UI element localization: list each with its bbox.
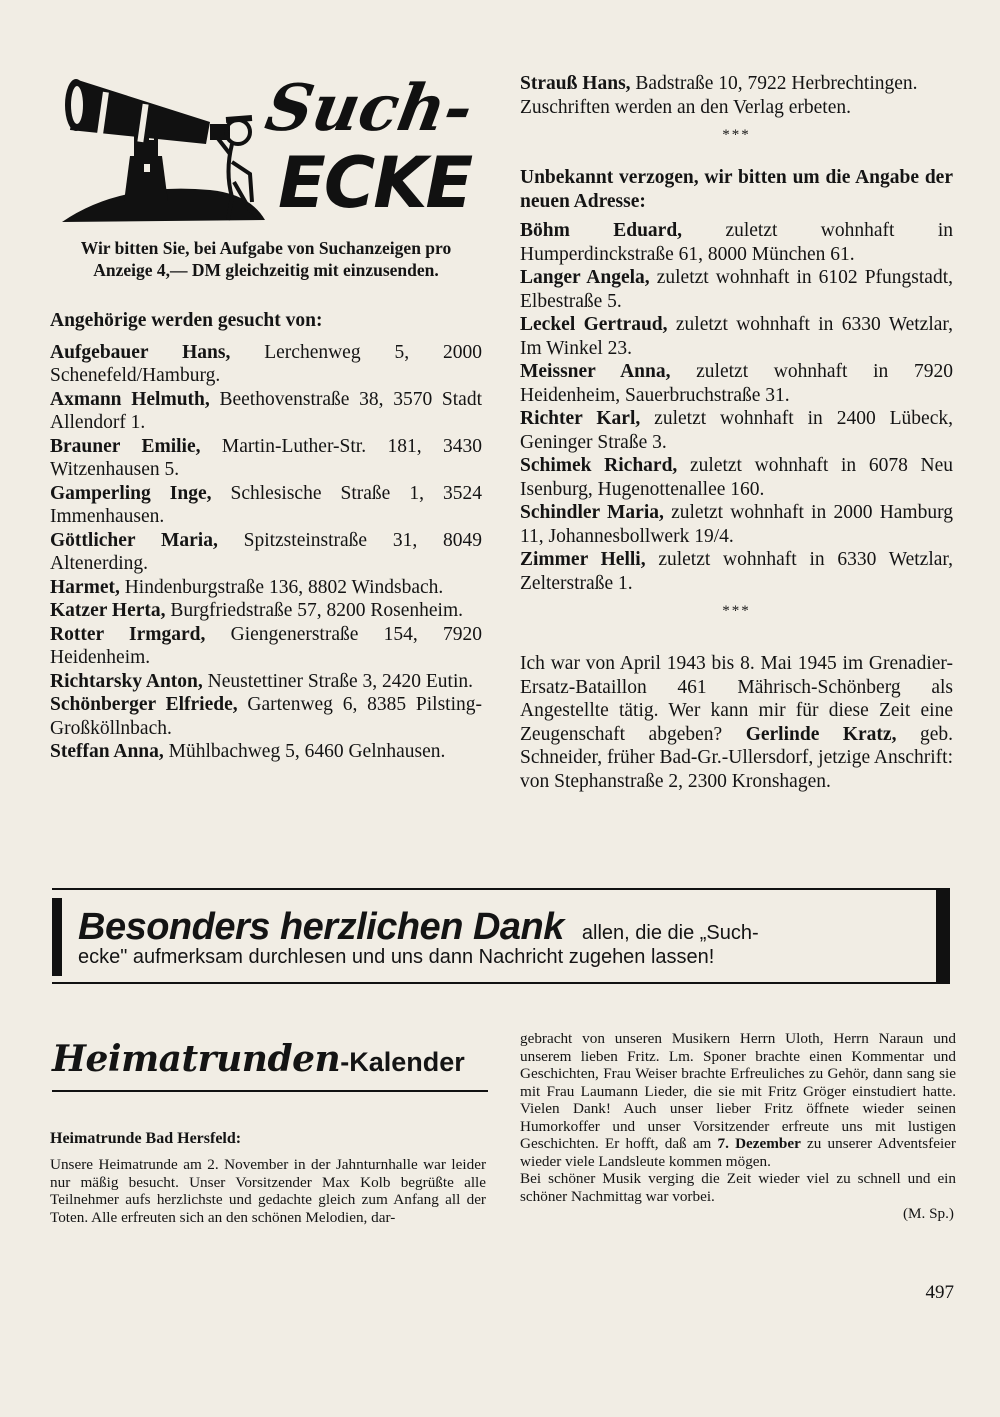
logo-script-title: Such- xyxy=(260,70,479,146)
banner-headline: Besonders herzlichen Dank xyxy=(78,906,564,948)
right-column xyxy=(520,72,953,793)
kratz-paragraph: Ich war von April 1943 bis 8. Mai 1945 im Grenadier-Ersatz-Bataillon 461 Mährisch-Schönberg als Angestellte tätig. Wer kann mir für diese Zeit eine Zeugenschaft abgeben? Gerlinde Kratz, geb. Schneider, früher Bad-Gr.-Ullersdorf, jetzige Anschrift: von Stephanstraße 2, 2300 Kronshagen. xyxy=(520,653,954,792)
kalender-subheading: Heimatrunde Bad Hersfeld: xyxy=(50,1130,242,1147)
moved-person-entry: Langer Angela, zuletzt wohnhaft in 6102 Pfungstadt, Elbestraße 5. xyxy=(520,267,954,312)
searched-person-entry: Göttlicher Maria, Spitzsteinstraße 31, 8049 Altenerding. xyxy=(50,529,482,574)
banner-line1: allen, die die „Such- xyxy=(581,922,759,944)
searched-person-entry: Aufgebauer Hans, Lerchenweg 5, 2000 Schenefeld/Hamburg. xyxy=(50,341,482,386)
moved-person-entry: Böhm Eduard, zuletzt wohnhaft in Humperdinckstraße 61, 8000 München 61. xyxy=(520,220,953,265)
searched-person-entry: Schönberger Elfriede, Gartenweg 6, 8385 Pilsting-Großköllnbach. xyxy=(50,694,482,739)
moved-person-entry: Richter Karl, zuletzt wohnhaft in 2400 Lübeck, Geninger Straße 3. xyxy=(520,408,953,453)
page-number: 497 xyxy=(925,1282,954,1303)
kalender-left-column xyxy=(50,1130,486,1226)
kalender-right-text-closing: Bei schöner Musik verging die Zeit wieder viel zu schnell und ein schöner Nachmittag war vorbei. xyxy=(520,1170,956,1205)
moved-person-entry: Zimmer Helli, zuletzt wohnhaft in 6330 Wetzlar, Zelterstraße 1. xyxy=(520,549,953,594)
moved-person-entry: Schindler Maria, zuletzt wohnhaft in 2000 Hamburg 11, Johannesbollwerk 19/4. xyxy=(520,502,953,547)
searched-person-entry: Steffan Anna, Mühlbachweg 5, 6460 Gelnhausen. xyxy=(50,741,446,762)
searched-person-entry: Rotter Irmgard, Giengenerstraße 154, 7920 Heidenheim. xyxy=(50,623,482,668)
logo-block-title: ECKE xyxy=(278,142,472,224)
banner-line2: ecke" aufmerksam durchlesen und uns dann Nachricht zugehen lassen! xyxy=(78,946,715,968)
such-ecke-logo xyxy=(60,62,490,232)
separator-stars: *** xyxy=(722,127,751,143)
telescope-illustration xyxy=(65,79,230,144)
moved-person-entry: Leckel Gertraud, zuletzt wohnhaft in 6330 Wetzlar, Im Winkel 23. xyxy=(520,314,953,359)
thanks-banner xyxy=(52,888,950,984)
intro-notice: Wir bitten Sie, bei Aufgabe von Suchanzeigen pro Anzeige 4,— DM gleichzeitig mit einzusenden. xyxy=(80,238,452,280)
kalender-right-column xyxy=(520,1030,956,1223)
searched-person-entry: Katzer Herta, Burgfriedstraße 57, 8200 Rosenheim. xyxy=(50,600,464,621)
kalender-signature: (M. Sp.) xyxy=(902,1205,954,1222)
right-heading: Unbekannt verzogen, wir bitten um die Angabe der neuen Adresse: xyxy=(520,167,953,212)
separator-stars: *** xyxy=(722,603,751,619)
searched-person-entry: Harmet, Hindenburgstraße 136, 8802 Windsbach. xyxy=(50,576,444,598)
left-column xyxy=(50,238,482,764)
right-top-entry: Strauß Hans, Badstraße 10, 7922 Herbrechtingen. xyxy=(520,73,918,94)
kalender-right-text: gebracht von unseren Musikern Herrn Uloth, Herrn Naraun und unserem lieben Fritz. Lm. Sponer brachte einen Kommentar und Geschichten, Frau Weiser brachte Erfreuliches zu Gehör, dann sang sie mit Frau Laumann Lieder, die sie mit Fritz Gröger einstudiert hatte. Vielen Dank! Auch unser lieber Fritz öffnete wieder seinen Humorkoffer und unser Vorsitzender erfreute uns mit lustigen Geschichten. Er hofft, daß am 7. Dezember zu unserer Adventsfeier wieder viele Landsleute kommen mögen. xyxy=(520,1030,956,1170)
searched-person-entry: Richtarsky Anton, Neustettiner Straße 3, 2420 Eutin. xyxy=(50,670,474,692)
searched-person-entry: Gamperling Inge, Schlesische Straße 1, 3524 Immenhausen. xyxy=(50,482,482,527)
right-entries-list xyxy=(520,219,953,595)
kalender-title: Heimatrunden-Kalender xyxy=(52,1038,488,1092)
searched-person-entry: Axmann Helmuth, Beethovenstraße 38, 3570 Stadt Allendorf 1. xyxy=(50,388,482,433)
left-heading: Angehörige werden gesucht von: xyxy=(50,310,323,331)
right-top-note: Zuschriften werden an den Verlag erbeten. xyxy=(520,96,851,118)
moved-person-entry: Meissner Anna, zuletzt wohnhaft in 7920 Heidenheim, Sauerbruchstraße 31. xyxy=(520,361,953,406)
searched-person-entry: Brauner Emilie, Martin-Luther-Str. 181, 3430 Witzenhausen 5. xyxy=(50,435,483,480)
left-entries-list xyxy=(50,341,482,764)
kalender-left-text: Unsere Heimatrunde am 2. November in der Jahnturnhalle war leider nur mäßig besucht. Unser Vorsitzender Max Kolb begrüßte alle Teilnehmer aufs herzlichste und gedachte gleich zum Anfang all der Toten. Alle erfreuten sich an den schönen Melodien, dar- xyxy=(50,1156,486,1226)
moved-person-entry: Schimek Richard, zuletzt wohnhaft in 6078 Neu Isenburg, Hugenottenallee 160. xyxy=(520,455,953,500)
